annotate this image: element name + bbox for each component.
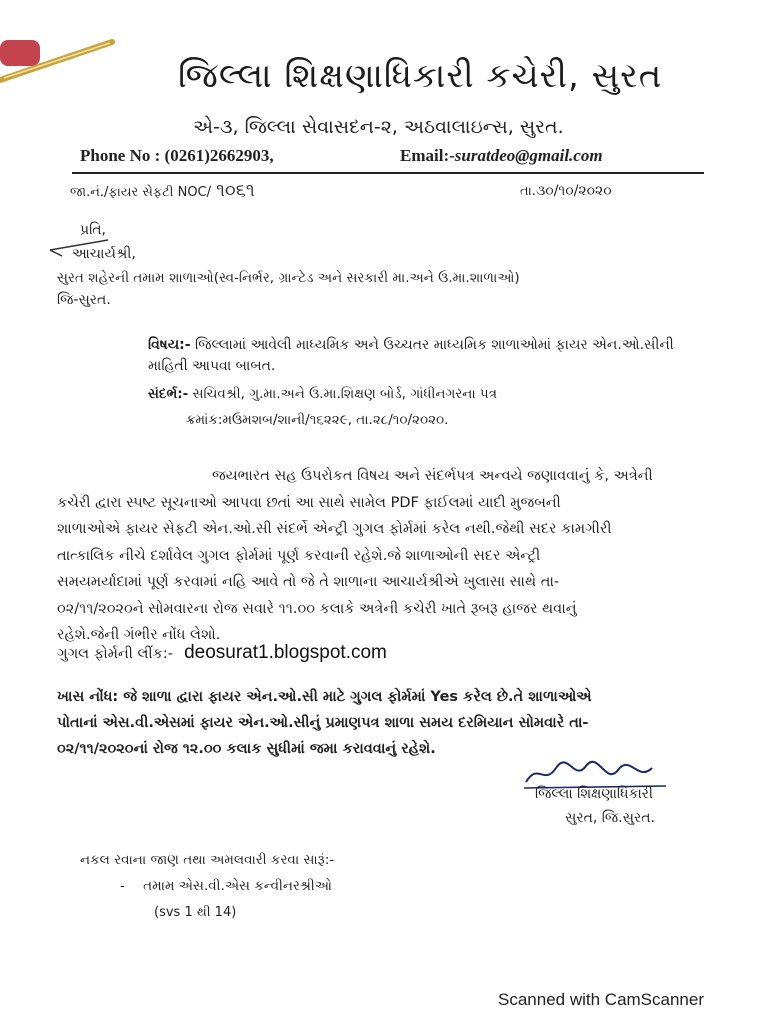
recipient-line3: જિ-સુરત. [57,292,111,308]
body-line: કચેરી દ્વારા સ્પષ્ટ સૂચનાઓ આપવા છતાં આ સાથે સામેલ PDF ફાઈલમાં યાદી મુજબની [57,494,561,511]
email [400,146,603,166]
body-paragraph [57,463,653,649]
letter-date-label: તા. [520,184,536,199]
reference-doc-line2: ક્રમાંક:મઉમશબ/શાની/૧૬૨૨૯, તા.૨૮/૧૦/૨૦૨૦. [186,412,449,428]
header-divider [72,172,704,174]
email-label: Email:- [400,146,455,165]
phone-number: Phone No : (0261)2662903, [80,146,274,165]
note-line: ૦૨/૧૧/૨૦૨૦નાં રોજ ૧૨.૦૦ કલાક સુધીમાં જમા કરાવવાનું રહેશે. [57,741,436,757]
google-form-link [57,642,387,664]
subject-line1: જિલ્લામાં આવેલી માધ્યમિક અને ઉચ્ચતર માધ્યમિક શાળાઓમાં ફાયર એન.ઓ.સીની [195,337,674,353]
google-form-link-label: ગુગલ ફોર્મની લીંક:- [57,646,173,662]
note-line: પોતાનાં એસ.વી.એસમાં ફાયર એન.ઓ.સીનું પ્રમાણપત્ર શાળા સમય દરમિયાન સોમવારે તા- [57,715,589,731]
body-line: સમયમર્યાદામાં પૂર્ણ કરવામાં નહિ આવે તો જે તે શાળાના આચાર્યશ્રીએ ખુલાસા સાથે તા- [57,574,560,590]
reference-doc-label: સંદર્ભ:- [148,386,189,402]
recipient-line1: આચાર્યશ્રી, [72,246,136,262]
copy-to-item [120,878,332,894]
body-line: જયભારત સહ ઉપરોકત વિષય અને સંદર્ભપત્ર અન્વયે જણાવવાનું કે, અત્રેની [212,468,653,484]
office-address: એ-૩, જિલ્લા સેવાસદન-૨, અઠવાલાઇન્સ, સુરત. [193,116,564,138]
note-line: ખાસ નોંધ: જે શાળા દ્વારા ફાયર એન.ઓ.સી માટે ગુગલ ફોર્મમાં Yes કરેલ છે.તે શાળાઓએ [57,689,592,705]
copy-to-sub: (svs 1 થી 14) [154,905,237,920]
letter-date-value: ૩૦/૧૦/૨૦૨૦ [535,183,612,199]
signatory-title: જિલ્લા શિક્ષણાધિકારી [535,786,654,802]
pen-graphic-icon [0,30,120,100]
letter-date [520,180,612,199]
body-line: રહેશે.જેની ગંભીર નોંધ લેશો. [57,627,221,643]
copy-to-heading: નકલ રવાના જાણ તથા અમલવારી કરવા સારૂં:- [80,852,335,868]
recipient-line2: સુરત શહેરની તમામ શાળાઓ(સ્વ-નિર્ભર, ગ્રાન્ટેડ અને સરકારી મા.અને ઉ.મા.શાળાઓ) [57,270,520,286]
subject-label: વિષય:- [148,337,191,353]
body-line: ૦૨/૧૧/૨૦૨૦ને સોમવારના રોજ સવારે ૧૧.૦૦ કલાકે અત્રેની કચેરી ખાતે રૂબરૂ હાજર થવાનું [57,600,577,617]
reference-number [70,180,255,201]
google-form-link-url[interactable]: deosurat1.blogspot.com [184,642,387,663]
subject-line2: માહિતી આપવા બાબત. [148,358,276,374]
reference-doc-block [148,386,497,402]
scanner-watermark: Scanned with CamScanner [498,990,705,1009]
email-value: suratdeo@gmail.com [454,146,603,165]
special-note [57,684,592,762]
reference-number-value: ૧૦૬૧ [216,180,255,201]
reference-doc-line1: સચિવશ્રી, ગુ.મા.અને ઉ.મા.શિક્ષણ બોર્ડ, ગાંધીનગરના પત્ર [192,386,497,402]
reference-number-label: જા.નં./ફાયર સેફટી NOC/ [70,185,212,200]
copy-to-bullet: - [120,878,125,894]
body-line: શાળાઓએ ફાયર સેફટી એન.ઓ.સી સંદર્ભે એન્ટ્રી ગુગલ ફોર્મમાં કરેલ નથી.જેથી સદર કામગીરી [57,521,612,537]
signatory-place: સુરત, જિ.સુરત. [565,810,655,826]
recipient-to: પ્રતિ, [80,222,106,238]
copy-to-item-text: તમામ એસ.વી.એસ કન્વીનરશ્રીઓ [143,878,332,894]
office-title: જિલ્લા શિક્ષણાધિકારી કચેરી, સુરત [178,56,663,96]
body-line: તાત્કાલિક નીચે દર્શાવેલ ગુગલ ફોર્મમાં પૂર્ણ કરવાની રહેશે.જે શાળાઓની સદર એન્ટ્રી [57,547,541,564]
subject-block [148,333,674,357]
